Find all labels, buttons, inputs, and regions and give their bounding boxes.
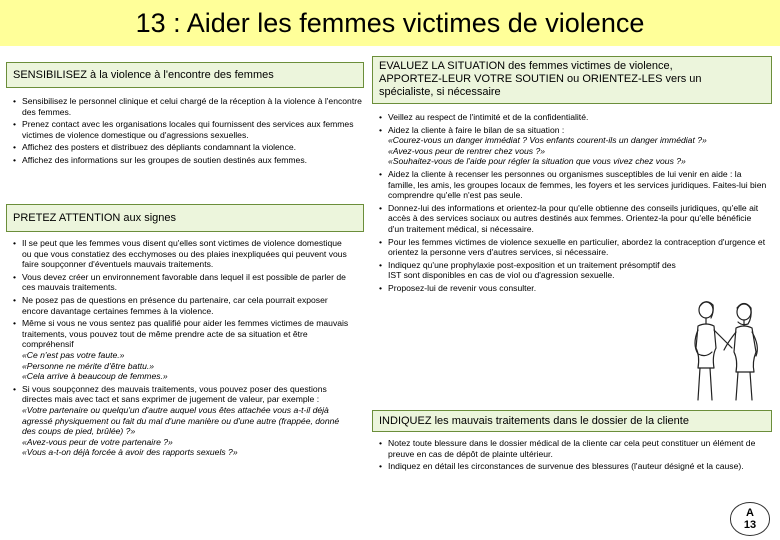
quote: «Avez-vous peur de votre partenaire ?» — [22, 436, 173, 447]
sensibilisez-list — [12, 96, 362, 168]
sensibilisez-heading: SENSIBILISEZ à la violence à l'encontre des femmes — [13, 69, 274, 81]
quote: «Ce n'est pas votre faute.» — [22, 349, 125, 360]
list-item: • Proposez-lui de revenir vous consulter. — [378, 283, 768, 294]
indiquez-heading-box — [372, 410, 772, 432]
list-item: • Indiquez qu'une prophylaxie post-exposition et un traitement présomptif des IST sont disponibles en cas de viol ou d'agression sexuelle. — [378, 260, 678, 281]
evaluez-heading-line1: EVALUEZ LA SITUATION des femmes victimes de violence, — [379, 60, 673, 72]
quote: «Avez-vous peur de rentrer chez vous ?» — [388, 145, 546, 156]
sensibilisez-heading-box — [6, 62, 364, 88]
list-item: • Sensibilisez le personnel clinique et celui chargé de la réception à la violence à l'encontre des femmes. — [12, 96, 362, 117]
title-bar — [0, 0, 780, 46]
quote: «Courez-vous un danger immédiat ? Vos enfants courent-ils un danger immédiat ?» — [388, 135, 707, 146]
quote: «Personne ne mérite d'être battu.» — [22, 360, 155, 371]
evaluez-list — [378, 112, 768, 296]
quote: «Souhaitez-vous de l'aide pour régler la situation que vous vivez chez vous ?» — [388, 156, 686, 167]
pretez-list — [12, 238, 352, 460]
list-item: • Il se peut que les femmes vous disent qu'elles sont victimes de violence domestique ou que vous constatiez des ecchymoses ou des plaies inexpliquées qui peuvent vous faire soupçonner d'éventuels mauvais traitements. — [12, 238, 352, 270]
list-item-text: Même si vous ne vous sentez pas qualifié pour aider les femmes victimes de mauvais traitements, vous pouvez tout de même prendre acte de sa situation et être compréhensif — [22, 318, 349, 350]
quote: «Cela arrive à beaucoup de femmes.» — [22, 371, 168, 382]
two-women-illustration — [676, 296, 774, 404]
evaluez-heading-box — [372, 56, 772, 104]
list-item — [12, 318, 352, 382]
list-item — [378, 125, 768, 167]
pretez-heading-box — [6, 204, 364, 232]
list-item: • Indiquez en détail les circonstances de survenue des blessures (l'auteur désigné et la cause). — [378, 461, 768, 472]
indiquez-list — [378, 438, 768, 474]
list-item: • Prenez contact avec les organisations locales qui fournissent des services aux femmes victimes de violence domestique ou d'agressions sexuelles. — [12, 119, 362, 140]
page-badge — [730, 502, 770, 536]
list-item: • Vous devez créer un environnement favorable dans lequel il est possible de parler de ces mauvais traitements. — [12, 272, 352, 293]
list-item: • Pour les femmes victimes de violence sexuelle en particulier, abordez la contraception d'urgence et orientez la personne vers d'autres services, si nécessaire. — [378, 237, 768, 258]
list-item — [12, 384, 352, 458]
list-item: • Affichez des posters et distribuez des dépliants condamnant la violence. — [12, 142, 362, 153]
quote: «Vous a-t-on déjà forcée à avoir des rapports sexuels ?» — [22, 447, 238, 458]
evaluez-heading-line2: APPORTEZ-LEUR VOTRE SOUTIEN ou ORIENTEZ-LES vers un — [379, 73, 702, 85]
pretez-heading: PRETEZ ATTENTION aux signes — [13, 212, 177, 224]
badge-letter: A — [746, 507, 754, 519]
list-item: • Aidez la cliente à recenser les personnes ou organismes susceptibles de lui venir en aide : la famille, les amis, les groupes locaux de femmes, les foyers et les services juridiques. Faites-lui bien comprendre qu'elle n'est pas seule. — [378, 169, 768, 201]
evaluez-heading-line3: spécialiste, si nécessaire — [379, 86, 501, 98]
list-item: • Affichez des informations sur les groupes de soutien destinés aux femmes. — [12, 155, 362, 166]
quote: «Votre partenaire ou quelqu'un d'autre auquel vous êtes attachée vous a-t-il déjà agressé physiquement ou fait du mal d'une manière ou d'une autre (frappée, donné des coups de pied, brûlée) ?» — [22, 404, 340, 437]
list-item: • Notez toute blessure dans le dossier médical de la cliente car cela peut constituer un élément de preuve en cas de dépôt de plainte ultérieur. — [378, 438, 768, 459]
list-item: • Veillez au respect de l'intimité et de la confidentialité. — [378, 112, 768, 123]
list-item-text: Aidez la cliente à faire le bilan de sa situation : — [388, 124, 565, 135]
list-item: • Donnez-lui des informations et orientez-la pour qu'elle obtienne des conseils juridiques, qu'elle ait accès à des services sociaux ou autres destinés aux femmes. Orientez-la pour qu'elle bénéficie d'un traitement médical, si nécessaire. — [378, 203, 768, 235]
badge-number: 13 — [743, 519, 757, 531]
list-item: • Ne posez pas de questions en présence du partenaire, car cela pourrait exposer encore davantage certaines femmes à la violence. — [12, 295, 352, 316]
list-item-text: Si vous soupçonnez des mauvais traitements, vous pouvez poser des questions directes mais avec tact et sans exprimer de jugement de valeur, par exemple : — [22, 383, 327, 405]
indiquez-heading: INDIQUEZ les mauvais traitements dans le dossier de la cliente — [379, 415, 689, 427]
page-title: 13 : Aider les femmes victimes de violence — [135, 7, 645, 38]
